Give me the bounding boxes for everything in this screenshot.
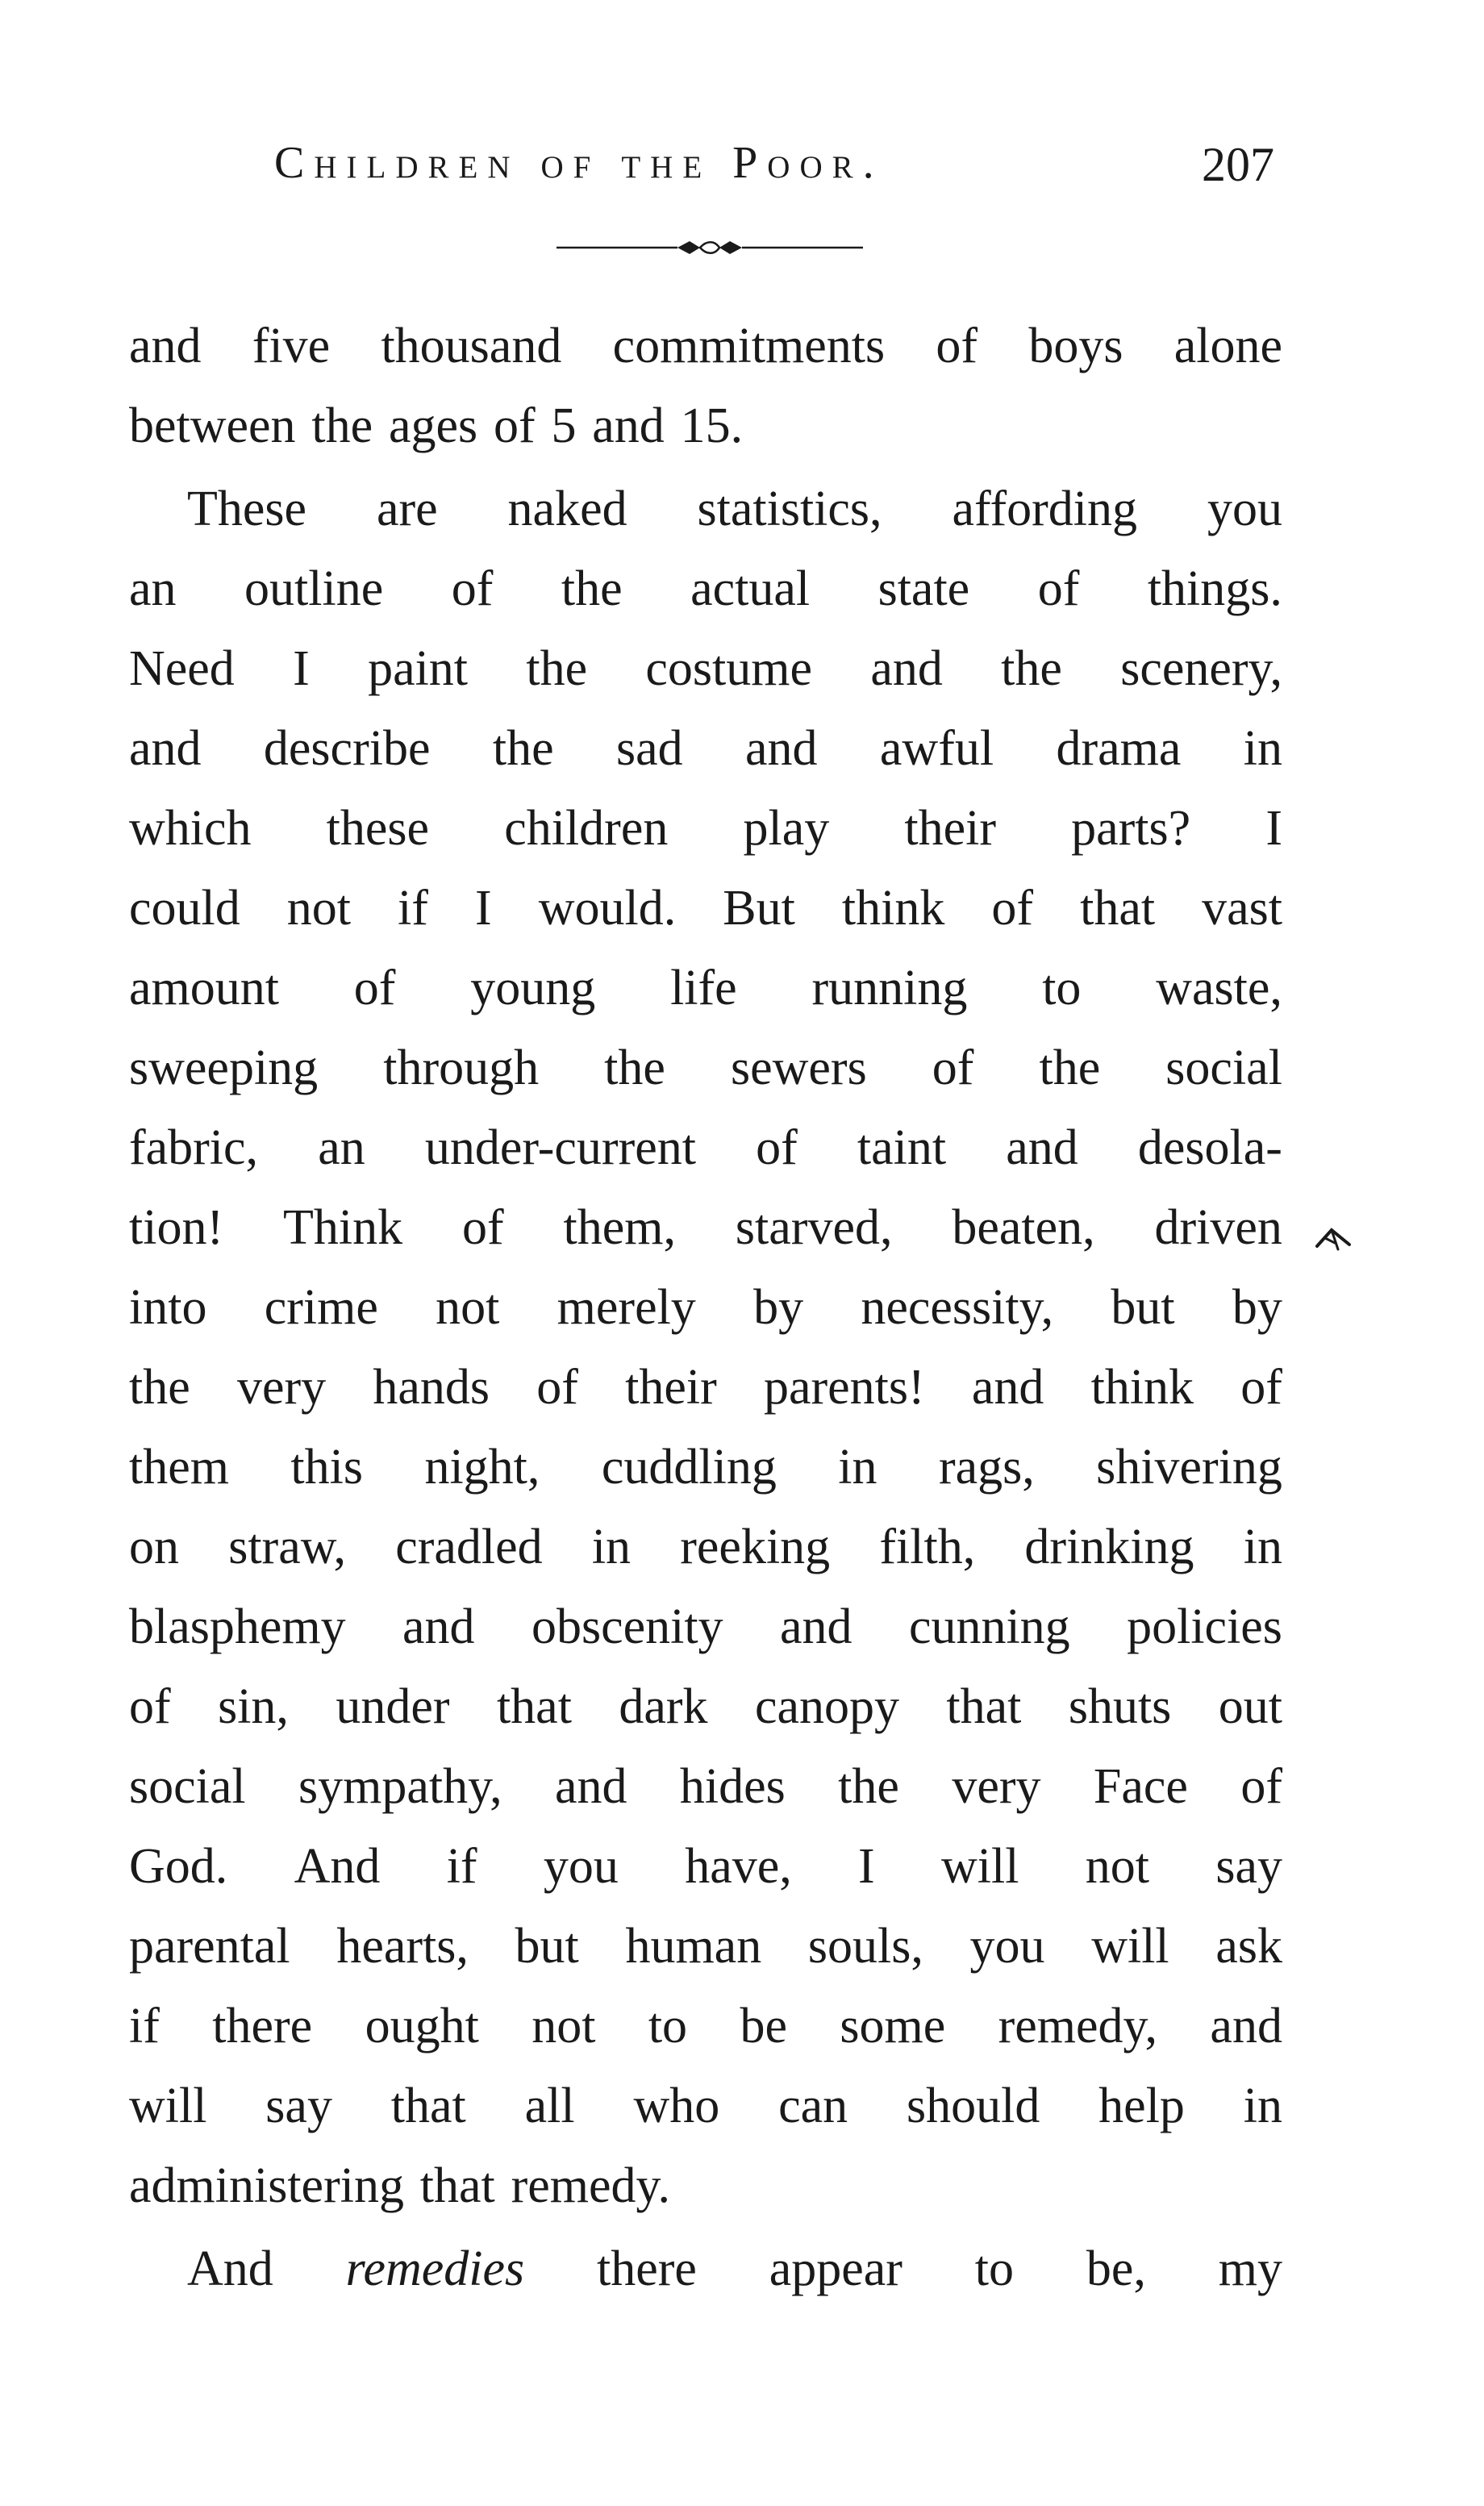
word: very xyxy=(952,1759,1041,1814)
body-text xyxy=(129,306,1282,2309)
word: will xyxy=(941,1839,1019,1894)
text-line xyxy=(129,386,1282,466)
word: outline xyxy=(244,561,384,616)
word: would. xyxy=(538,881,677,936)
word: merely xyxy=(556,1280,696,1335)
word: commitments xyxy=(612,319,886,373)
text-line xyxy=(129,789,1282,869)
word: help xyxy=(1098,2079,1185,2133)
word: tion! xyxy=(129,1200,224,1255)
running-head xyxy=(129,137,1307,202)
word: very xyxy=(236,1360,327,1415)
word: the xyxy=(604,1040,665,1095)
word: of xyxy=(353,961,396,1015)
word: in xyxy=(1243,2079,1282,2133)
word: administering xyxy=(129,2158,404,2213)
word: blasphemy xyxy=(129,1599,346,1654)
word: say xyxy=(1215,1839,1282,1894)
word: of xyxy=(129,1679,171,1734)
word: of xyxy=(1240,1360,1282,1415)
word: should xyxy=(906,2079,1040,2133)
word: running xyxy=(811,961,968,1015)
word: filth, xyxy=(879,1520,976,1574)
word: five xyxy=(252,319,331,373)
text-line xyxy=(129,1507,1282,1587)
word: are xyxy=(376,482,438,536)
word: if xyxy=(129,1999,160,2054)
text-line xyxy=(129,1428,1282,1507)
running-title: Children of the Poor. xyxy=(274,138,884,188)
word: an xyxy=(129,561,177,616)
word: to xyxy=(1042,961,1082,1015)
word: play xyxy=(743,801,830,856)
word: and xyxy=(1006,1120,1078,1175)
word: God. xyxy=(129,1839,228,1894)
word: by xyxy=(753,1280,804,1335)
word: alone xyxy=(1173,319,1282,373)
word: children xyxy=(504,801,669,856)
word: driven xyxy=(1154,1200,1282,1255)
word: there xyxy=(212,1999,313,2054)
word: of xyxy=(936,319,978,373)
word: will xyxy=(129,2079,207,2133)
word: of xyxy=(462,1200,504,1255)
word: I xyxy=(475,881,492,936)
word: can xyxy=(778,2079,848,2133)
word: policies xyxy=(1127,1599,1282,1654)
word: scenery, xyxy=(1120,641,1282,696)
word: on xyxy=(129,1520,179,1574)
word: through xyxy=(383,1040,540,1095)
word: costume xyxy=(645,641,813,696)
word: that xyxy=(946,1679,1022,1734)
word: parental xyxy=(129,1919,290,1974)
word: some xyxy=(840,1999,946,2054)
text-line xyxy=(129,1587,1282,1667)
word: the xyxy=(129,1360,190,1415)
word: appear xyxy=(769,2241,902,2296)
text-line xyxy=(129,306,1282,386)
word: out xyxy=(1218,1679,1282,1734)
word: social xyxy=(1165,1040,1282,1095)
text-line xyxy=(129,2066,1282,2146)
word: and xyxy=(971,1360,1044,1415)
pencil-caret-mark-icon xyxy=(1311,1214,1359,1262)
word: of xyxy=(493,398,536,453)
word: say xyxy=(265,2079,332,2133)
word: drama xyxy=(1056,721,1182,776)
word: them, xyxy=(563,1200,677,1255)
word: but xyxy=(515,1919,579,1974)
word: canopy xyxy=(754,1679,899,1734)
word: parts? xyxy=(1071,801,1191,856)
word: of xyxy=(451,561,494,616)
word: cuddling xyxy=(601,1440,777,1495)
word: have, xyxy=(685,1839,792,1894)
word: you xyxy=(969,1919,1045,1974)
word: ages xyxy=(388,398,478,453)
word: night, xyxy=(424,1440,540,1495)
page-number: 207 xyxy=(1202,138,1274,191)
word: will xyxy=(1091,1919,1169,1974)
word: my xyxy=(1218,2241,1282,2296)
text-line xyxy=(129,549,1282,629)
word: And xyxy=(294,1839,381,1894)
word: these xyxy=(326,801,430,856)
word: taint xyxy=(857,1120,947,1175)
word: actual xyxy=(690,561,811,616)
word: could xyxy=(129,881,240,936)
text-line xyxy=(129,1108,1282,1188)
word: them xyxy=(129,1440,229,1495)
word: of xyxy=(932,1040,974,1095)
word: And xyxy=(187,2241,273,2296)
word: sweeping xyxy=(129,1040,319,1095)
word: shuts xyxy=(1068,1679,1172,1734)
word: I xyxy=(1265,801,1282,856)
text-line xyxy=(129,1987,1282,2066)
word: the xyxy=(561,561,623,616)
word: affording xyxy=(952,482,1138,536)
word: and xyxy=(402,1599,475,1654)
word: think xyxy=(841,881,945,936)
word: waste, xyxy=(1156,961,1282,1015)
word: all xyxy=(524,2079,575,2133)
word: the xyxy=(1039,1040,1101,1095)
word: remedies xyxy=(345,2241,525,2296)
word: of xyxy=(1240,1759,1282,1814)
word: vast xyxy=(1202,881,1282,936)
word: the xyxy=(1001,641,1062,696)
word: and xyxy=(745,721,818,776)
word: 5 xyxy=(551,398,577,453)
text-line xyxy=(129,2146,1282,2226)
text-line xyxy=(129,1747,1282,1827)
word: the xyxy=(492,721,554,776)
word: desola- xyxy=(1137,1120,1282,1175)
word: These xyxy=(187,482,307,536)
word: social xyxy=(129,1759,246,1814)
word: if xyxy=(446,1839,477,1894)
word: and xyxy=(129,319,202,373)
word: hands xyxy=(373,1360,490,1415)
word: sad xyxy=(615,721,683,776)
word: that xyxy=(1080,881,1156,936)
word: the xyxy=(311,398,373,453)
word: in xyxy=(591,1520,632,1574)
word: be xyxy=(740,1999,787,2054)
word: you xyxy=(1207,482,1282,536)
word: and xyxy=(870,641,943,696)
word: and xyxy=(780,1599,852,1654)
word: the xyxy=(838,1759,899,1814)
word: straw, xyxy=(228,1520,346,1574)
word: that xyxy=(419,2158,495,2213)
word: statistics, xyxy=(697,482,882,536)
word: human xyxy=(625,1919,762,1974)
word: paint xyxy=(368,641,469,696)
header-ornament-rule xyxy=(556,236,863,260)
text-line xyxy=(129,469,1282,549)
word: their xyxy=(904,801,996,856)
word: that xyxy=(496,1679,572,1734)
word: 15. xyxy=(680,398,744,453)
word: I xyxy=(293,641,310,696)
word: that xyxy=(390,2079,466,2133)
word: ask xyxy=(1215,1919,1282,1974)
text-line xyxy=(129,709,1282,789)
text-line xyxy=(129,1028,1282,1108)
word: not xyxy=(436,1280,500,1335)
word: there xyxy=(596,2241,697,2296)
word: an xyxy=(318,1120,365,1175)
word: to xyxy=(974,2241,1015,2296)
word: obscenity xyxy=(531,1599,723,1654)
word: but xyxy=(1111,1280,1175,1335)
text-line xyxy=(129,2229,1282,2309)
text-line xyxy=(129,949,1282,1028)
word: by xyxy=(1232,1280,1282,1335)
text-line xyxy=(129,1188,1282,1268)
text-line xyxy=(129,629,1282,709)
word: in xyxy=(1243,721,1282,776)
word: thousand xyxy=(381,319,562,373)
word: sympathy, xyxy=(298,1759,502,1814)
word: ought xyxy=(365,1999,479,2054)
word: and xyxy=(554,1759,627,1814)
word: into xyxy=(129,1280,207,1335)
word: I xyxy=(858,1839,875,1894)
word: describe xyxy=(263,721,431,776)
word: hides xyxy=(679,1759,786,1814)
word: amount xyxy=(129,961,279,1015)
word: But xyxy=(723,881,795,936)
word: naked xyxy=(507,482,627,536)
word: sewers xyxy=(730,1040,867,1095)
word: rags, xyxy=(938,1440,1035,1495)
word: not xyxy=(1085,1839,1150,1894)
word: you xyxy=(543,1839,619,1894)
text-line xyxy=(129,1827,1282,1907)
word: of xyxy=(536,1360,578,1415)
word: which xyxy=(129,801,252,856)
word: awful xyxy=(879,721,994,776)
text-line xyxy=(129,1907,1282,1987)
word: crime xyxy=(264,1280,378,1335)
word: and xyxy=(592,398,665,453)
word: not xyxy=(531,1999,596,2054)
word: under-current xyxy=(424,1120,696,1175)
word: cradled xyxy=(395,1520,543,1574)
text-line xyxy=(129,1268,1282,1348)
word: sin, xyxy=(218,1679,289,1734)
word: remedy. xyxy=(511,2158,670,2213)
text-line xyxy=(129,869,1282,949)
word: of xyxy=(1037,561,1080,616)
word: who xyxy=(633,2079,720,2133)
word: if xyxy=(398,881,428,936)
word: Think xyxy=(283,1200,403,1255)
word: state xyxy=(877,561,970,616)
word: be, xyxy=(1086,2241,1146,2296)
word: Face xyxy=(1093,1759,1188,1814)
word: and xyxy=(1210,1999,1282,2054)
word: parents! xyxy=(763,1360,925,1415)
word: Need xyxy=(129,641,235,696)
word: shivering xyxy=(1096,1440,1282,1495)
word: in xyxy=(1243,1520,1282,1574)
word: starved, xyxy=(735,1200,893,1255)
word: not xyxy=(286,881,352,936)
word: drinking xyxy=(1024,1520,1194,1574)
word: reeking xyxy=(680,1520,831,1574)
word: beaten, xyxy=(952,1200,1095,1255)
word: fabric, xyxy=(129,1120,259,1175)
word: young xyxy=(470,961,596,1015)
word: of xyxy=(991,881,1034,936)
word: under xyxy=(336,1679,450,1734)
word: between xyxy=(129,398,296,453)
text-line xyxy=(129,1667,1282,1747)
word: dark xyxy=(619,1679,708,1734)
word: think xyxy=(1090,1360,1194,1415)
word: hearts, xyxy=(336,1919,469,1974)
word: this xyxy=(290,1440,364,1495)
word: necessity, xyxy=(861,1280,1054,1335)
word: their xyxy=(625,1360,717,1415)
word: remedy, xyxy=(998,1999,1158,2054)
word: in xyxy=(838,1440,877,1495)
word: life xyxy=(670,961,737,1015)
word: boys xyxy=(1028,319,1123,373)
word: to xyxy=(648,1999,688,2054)
word: the xyxy=(526,641,588,696)
word: things. xyxy=(1147,561,1282,616)
text-line xyxy=(129,1348,1282,1428)
word: souls, xyxy=(807,1919,923,1974)
word: cunning xyxy=(908,1599,1070,1654)
word: and xyxy=(129,721,202,776)
word: of xyxy=(756,1120,798,1175)
